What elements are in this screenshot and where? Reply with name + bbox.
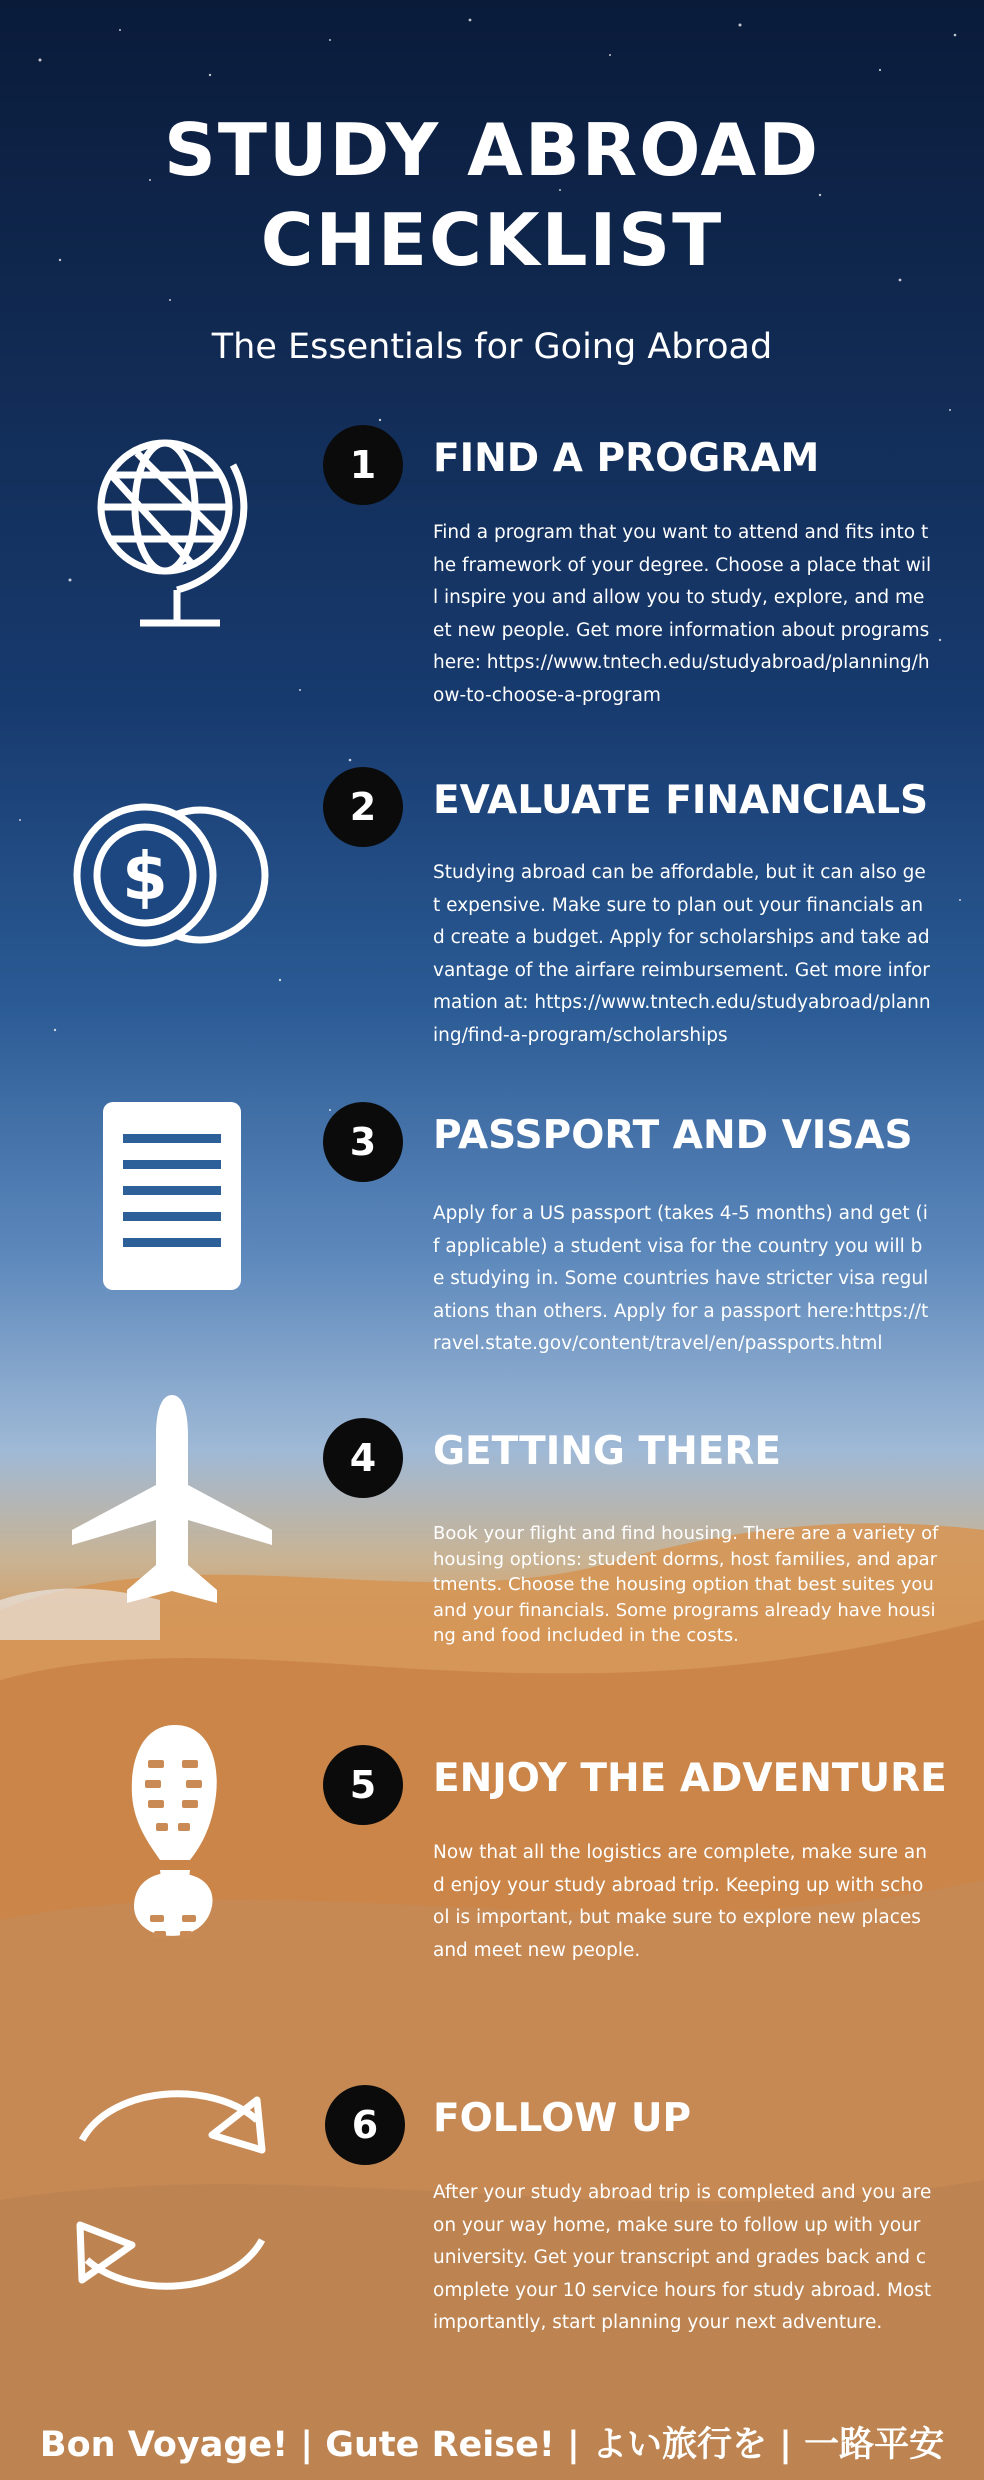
step-1-heading: FIND A PROGRAM bbox=[433, 436, 820, 481]
page-subtitle: The Essentials for Going Abroad bbox=[211, 327, 773, 367]
page-title-line1: STUDY ABROAD bbox=[164, 108, 820, 192]
coins-icon bbox=[70, 800, 270, 950]
step-4-number-badge: 4 bbox=[323, 1418, 403, 1498]
globe-icon bbox=[85, 425, 255, 645]
step-1-body: Find a program that you want to attend and fits into the framework of your degree. Choose a place that will inspire you and allow you to study, explore, and meet new people. Get more information about programs here: https://www.tntech.edu/studyabroad/planning/how-to-choose-a-program bbox=[433, 522, 932, 706]
cycle-arrows-icon bbox=[72, 2080, 272, 2300]
step-6-heading: FOLLOW UP bbox=[433, 2096, 692, 2141]
step-2-heading: EVALUATE FINANCIALS bbox=[433, 778, 929, 823]
step-2-body: Studying abroad can be affordable, but it can also get expensive. Make sure to plan out your financials and create a budget. Apply for scholarships and take advantage of the airfare reimbursement. Get more information at: https://www.tntech.edu/studyabroad/planning/find-a-program/scholarships bbox=[433, 862, 931, 1046]
step-3-heading: PASSPORT AND VISAS bbox=[433, 1113, 913, 1158]
footer-greetings: Bon Voyage! | Gute Reise! | よい旅行を | 一路平安 bbox=[39, 2425, 945, 2465]
step-3-body: Apply for a US passport (takes 4-5 months) and get (if applicable) a student visa for the country you will be studying in. Some countries have stricter visa regulations than others. Apply for a passport here:https://travel.state.gov/content/travel/en/passports.html bbox=[433, 1203, 929, 1354]
step-5-body: Now that all the logistics are complete, make sure and enjoy your study abroad trip. Keeping up with school is important, but make sure to explore new places and meet new people. bbox=[433, 1842, 927, 1961]
step-3-number-badge: 3 bbox=[323, 1102, 403, 1182]
page-title bbox=[0, 105, 984, 285]
step-5-number-badge: 5 bbox=[323, 1745, 403, 1825]
page-title-line2: CHECKLIST bbox=[260, 198, 724, 282]
step-5-heading: ENJOY THE ADVENTURE bbox=[433, 1756, 947, 1801]
footprints-icon bbox=[120, 1725, 230, 1965]
document-icon bbox=[103, 1102, 241, 1290]
step-1-number-badge: 1 bbox=[323, 425, 403, 505]
step-4-body: Book your flight and find housing. There are a variety of housing options: student dorms, host families, and apartments. Choose the housing option that best suites you and your financials. Some programs already have housing and food included in the costs. bbox=[433, 1523, 939, 1646]
step-4-heading: GETTING THERE bbox=[433, 1429, 782, 1474]
step-6-number-badge: 6 bbox=[325, 2085, 405, 2165]
airplane-icon bbox=[72, 1395, 272, 1610]
step-6-body: After your study abroad trip is completed and you are on your way home, make sure to follow up with your university. Get your transcript and grades back and complete your 10 service hours for study abroad. Most importantly, start planning your next adventure. bbox=[433, 2182, 932, 2333]
step-2-number-badge: 2 bbox=[323, 767, 403, 847]
svg-text:$: $ bbox=[122, 838, 168, 915]
